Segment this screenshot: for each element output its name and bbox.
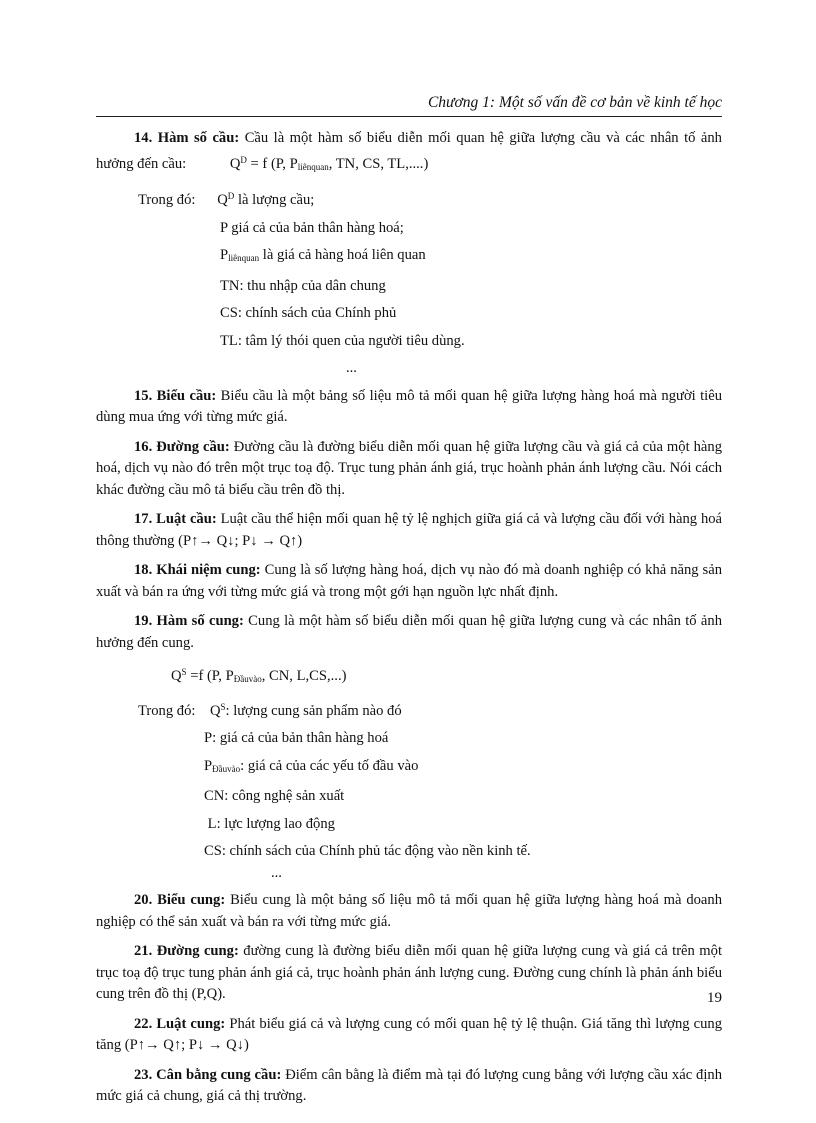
demand-item-3: $P_{liênquan}$ là giá cả hàng hoá liên quan <box>220 247 426 263</box>
section-21-heading: 21. Đường cung: <box>134 943 239 959</box>
supply-item-2: P: giá cả của bản thân hàng hoá <box>204 730 389 746</box>
demand-item-4: TN: thu nhập của dân chung <box>220 277 386 294</box>
section-22-heading: 22. Luật cung: <box>134 1015 226 1032</box>
supply-item-3: $P_{Đầuvào}$: giá cả của các yếu tố đầu vào <box>204 757 419 774</box>
running-header: Chương 1: Một số vấn đề cơ bản về kinh tế học <box>427 94 722 111</box>
section-20 <box>96 890 722 933</box>
section-20-heading: 20. Biểu cung: <box>134 892 226 908</box>
page-body <box>96 128 722 1116</box>
supply-item-1: $Q^S$: lượng cung sản phẩm nào đó <box>209 701 402 719</box>
section-20-text: Biểu cung là một bảng số liệu mô tả mối quan hệ giữa lượng hàng hoá mà doanh nghiệp có thể sản xuất và bán ra với từng mức giá. <box>96 892 723 930</box>
supply-item-6: CS: chính sách của Chính phủ tác động vào nền kinh tế. <box>204 843 531 859</box>
where-line-19: Trong đó: $Q^S$: lượng cung sản phẩm nào đó <box>138 701 402 719</box>
section-19 <box>96 611 722 654</box>
page-number: 19 <box>707 990 722 1006</box>
section-16-heading: 16. Đường cầu: <box>134 438 230 455</box>
section-19-heading: 19. Hàm số cung: <box>134 613 244 629</box>
section-17-heading: 17. Luật cầu: <box>134 511 217 527</box>
section-23-heading: 23. Cân bằng cung cầu: <box>134 1066 282 1083</box>
supply-ellipsis: ... <box>271 864 282 881</box>
section-22-text: Phát biểu giá cả và lượng cung có mối quan hệ tỷ lệ thuận. Giá tăng thì lượng cung tăng (P↑→ Q↑; P↓ → Q↓) <box>96 1015 723 1053</box>
supply-item-5: L: lực lượng lao động <box>204 815 335 832</box>
section-22 <box>96 1014 722 1057</box>
section-15 <box>96 386 722 429</box>
section-18-text: Cung là số lượng hàng hoá, dịch vụ nào đó mà doanh nghiệp có khả năng sản xuất và bán ra ứng với từng mức giá và trong một gới hạn nguồn lực nhất định. <box>96 562 722 600</box>
section-15-heading: 15. Biểu cầu: <box>134 387 217 404</box>
section-14 <box>96 128 722 178</box>
section-23 <box>96 1065 722 1108</box>
section-15-text: Biểu cầu là một bảng số liệu mô tả mối quan hệ giữa lượng hàng hoá mà người tiêu dùng mua ứng với từng mức giá. <box>96 387 723 425</box>
section-16 <box>96 437 722 502</box>
demand-ellipsis: ... <box>346 360 357 376</box>
section-23-text: Điểm cân bằng là điểm mà tại đó lượng cung bằng với lượng cầu xác định mức giá cả chung, giá cả thị trường. <box>96 1066 723 1104</box>
section-19-text: Cung là một hàm số biểu diễn mối quan hệ giữa lượng cung và các nhân tố ảnh hưởng đến cung. <box>96 613 722 651</box>
section-18-heading: 18. Khái niệm cung: <box>134 562 261 578</box>
section-18 <box>96 560 722 603</box>
header-rule <box>96 116 722 117</box>
demand-item-1: $Q^D$ là lượng cầu; <box>217 191 315 208</box>
section-21-text: đường cung là đường biểu diễn mối quan hệ giữa lượng cung và giá cả trên một trục toạ độ trục tung phản ánh giá cả, trục hoành phản ánh lượng cung. Đường cung chính là phản ánh biểu cung trên đồ thị (P,Q). <box>96 943 722 1002</box>
demand-formula: $Q^D = f$ (P, $P_{liênquan}$, TN, CS, TL,....) <box>229 154 429 172</box>
section-17 <box>96 509 722 552</box>
demand-item-5: CS: chính sách của Chính phủ <box>220 305 397 321</box>
demand-item-6: TL: tâm lý thói quen của người tiêu dùng. <box>220 332 465 349</box>
where-line-14: Trong đó: $Q^D$ là lượng cầu; <box>138 191 315 208</box>
demand-item-2: P giá cả của bản thân hàng hoá; <box>220 219 404 236</box>
section-16-text: Đường cầu là đường biểu diễn mối quan hệ giữa lượng cầu và giá cả của một hàng hoá, dịch vụ nào đó trên một trục toạ độ. Trục tung phản ánh giá, trục hoành phản ánh lượng cầu. Nói cách khác đường cầu mô tả biểu cầu trên đồ thị. <box>96 438 722 498</box>
section-14-heading: 14. Hàm số cầu: <box>134 130 240 146</box>
section-14-text: Cầu là một hàm số biểu diễn mối quan hệ giữa lượng cầu và các nhân tố ảnh hưởng đến cầu: <box>96 130 722 172</box>
section-17-text: Luật cầu thể hiện mối quan hệ tỷ lệ nghịch giữa giá cả và lượng cầu đối với hàng hoá thông thường (P↑→ Q↓; P↓ → Q↑) <box>96 511 723 549</box>
supply-formula: $Q^S =f$ (P, $P_{Đầuvào}$, CN, L,CS,...) <box>171 667 347 684</box>
supply-item-4: CN: công nghệ sản xuất <box>204 788 345 804</box>
